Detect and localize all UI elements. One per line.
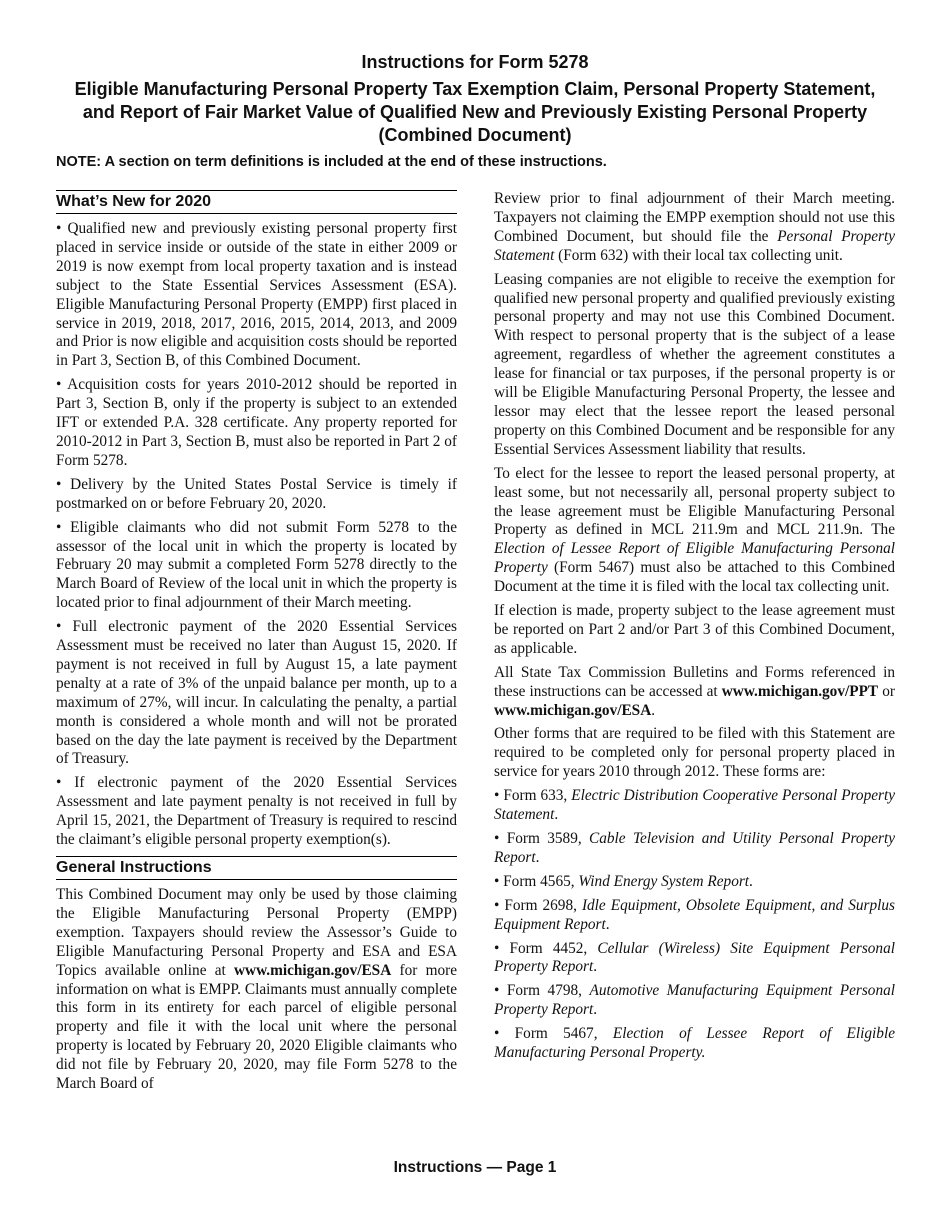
leasing-paragraph: Leasing companies are not eligible to receive the exemption for qualified new personal property and qualified previously existing personal property and may not use this Combined Document. With respect to personal property that is the subject of a lease agreement, regardless of whether the agreement constitutes a lease for financial or tax purposes, if the personal property is or will be Eligible Manufacturing Personal Property, the lessee and lessor may elect that the lessee report the leased personal property on this Combined Document and be responsible for any Essential Services Assessment liability that results. bbox=[494, 270, 895, 458]
general-paragraph-continued bbox=[494, 190, 895, 266]
text-run: • Form 633, bbox=[494, 787, 572, 805]
subtitle-line: and Report of Fair Market Value of Qualified New and Previously Existing Personal Property bbox=[82, 102, 868, 122]
form-list-item bbox=[494, 982, 895, 1020]
text-run: . bbox=[593, 1001, 598, 1019]
lessee-election-paragraph bbox=[494, 465, 895, 597]
form-title-ref: Personal Property Statement bbox=[494, 227, 895, 264]
form-list-item bbox=[494, 897, 895, 935]
form-name: Automotive Manufacturing Equipment Personal Property Report bbox=[494, 982, 895, 1019]
text-run: . bbox=[554, 806, 559, 824]
form-list-item bbox=[494, 940, 895, 978]
esa-link[interactable]: www.michigan.gov/ESA bbox=[494, 701, 652, 719]
subtitle-line: Eligible Manufacturing Personal Property Tax Exemption Claim, Personal Property Statement, bbox=[74, 79, 876, 99]
form-list-item bbox=[494, 1025, 895, 1063]
whats-new-heading: What’s New for 2020 bbox=[56, 190, 457, 214]
text-run: • Form 4565, bbox=[494, 872, 579, 890]
other-forms-paragraph: Other forms that are required to be filed with this Statement are required to be completed only for personal property placed in service for years 2010 through 2012. These forms are: bbox=[494, 725, 895, 781]
ppt-link[interactable]: www.michigan.gov/PPT bbox=[721, 682, 879, 700]
text-run: • Form 4798, bbox=[494, 982, 590, 1000]
left-column bbox=[56, 190, 457, 1099]
text-run: This Combined Document may only be used by those claiming the Eligible Manufacturing Personal Property (EMPP) exemption. Taxpayers should review the Assessor’s Guide to Eligible Manufacturing Personal Property and ESA and ESA Topics available online at bbox=[56, 886, 457, 979]
form-name: Idle Equipment, Obsolete Equipment, and Surplus Equipment Report bbox=[494, 896, 895, 933]
bulletins-paragraph bbox=[494, 664, 895, 721]
whats-new-bullet: • Qualified new and previously existing personal property first placed in service inside or outside of the state in either 2009 or 2019 is now exempt from local property taxation and is instead subject to the State Essential Services Assessment (ESA). Eligible Manufacturing Personal Property (EMPP) first placed in service in 2019, 2018, 2017, 2016, 2015, 2014, 2013, and 2009 and Prior is now eligible and acquisition costs should be reported in Part 3, Section B, of this Combined Document. bbox=[56, 220, 457, 370]
page-footer: Instructions — Page 1 bbox=[393, 1159, 557, 1176]
form-list-item bbox=[494, 830, 895, 868]
text-run: . bbox=[593, 958, 598, 976]
subtitle-line: (Combined Document) bbox=[378, 125, 572, 145]
election-paragraph: If election is made, property subject to the lease agreement must be reported on Part 2 and/or Part 3 of this Combined Document, as applicable. bbox=[494, 602, 895, 657]
text-run: or bbox=[878, 682, 895, 700]
text-run: for more information on what is EMPP. Claimants must annually complete this form in its entirety for each parcel of eligible personal property and file it with the local unit where the personal property is located by February 20, 2020 Eligible claimants who did not file by February 20, 2020, may file Form 5278 to the March Board of bbox=[56, 961, 457, 1093]
form-title-ref: Election of Lessee Report of Eligible Manufacturing Personal Property bbox=[494, 540, 895, 577]
form-name: Wind Energy System Report bbox=[578, 872, 750, 890]
text-run: . bbox=[651, 701, 656, 719]
form-name: Electric Distribution Cooperative Personal Property Statement bbox=[494, 787, 896, 824]
text-run: To elect for the lessee to report the leased personal property, at least some, but not necessarily all, personal property subject to the lease agreement must be Eligible Manufacturing Personal Property as defined in MCL 211.9m and MCL 211.9n. The bbox=[494, 464, 895, 539]
whats-new-bullet: • Delivery by the United States Postal Service is timely if postmarked on or before February 20, 2020. bbox=[56, 475, 457, 512]
text-run: All State Tax Commission Bulletins and Forms referenced in these instructions can be accessed at bbox=[494, 663, 895, 700]
form-name: Cellular (Wireless) Site Equipment Personal Property Report bbox=[494, 939, 895, 976]
form-name: Election of Lessee Report of Eligible Manufacturing Personal Property. bbox=[494, 1025, 895, 1062]
definitions-note: NOTE: A section on term definitions is included at the end of these instructions. bbox=[56, 154, 607, 170]
right-column bbox=[494, 190, 895, 1068]
esa-link[interactable]: www.michigan.gov/ESA bbox=[234, 961, 392, 979]
whats-new-bullet: • Full electronic payment of the 2020 Essential Services Assessment must be received no later than August 15, 2020. If payment is not received in full by August 15, a late payment penalty at a rate of 3% of the unpaid balance per month, up to a maximum of 27%, will incur. In calculating the penalty, a partial month is considered a whole month and will not be prorated based on the day the late payment is received by the Department of Treasury. bbox=[56, 618, 457, 768]
text-run: . bbox=[605, 915, 610, 933]
text-run: • Form 2698, bbox=[494, 896, 582, 914]
form-list-item bbox=[494, 873, 895, 892]
text-run: • Form 4452, bbox=[494, 939, 598, 957]
form-name: Cable Television and Utility Personal Property Report bbox=[494, 830, 895, 866]
text-run: . bbox=[535, 848, 540, 866]
whats-new-bullet: • If electronic payment of the 2020 Essential Services Assessment and late payment penalty is not received in full by April 15, 2021, the Department of Treasury is required to rescind the claimant’s eligible personal property exemption(s). bbox=[56, 774, 457, 849]
whats-new-bullet: • Eligible claimants who did not submit Form 5278 to the assessor of the local unit in which the property is located by February 20 may submit a completed Form 5278 directly to the March Board of Review of the local unit in which the property is located prior to final adjournment of their March meeting. bbox=[56, 518, 457, 612]
general-paragraph bbox=[56, 886, 457, 1094]
text-run: (Form 632) with their local tax collecting unit. bbox=[554, 246, 843, 264]
form-list-item bbox=[494, 787, 895, 825]
form-subtitle bbox=[40, 78, 910, 147]
form-title: Instructions for Form 5278 bbox=[361, 52, 589, 72]
text-run: • Form 3589, bbox=[494, 830, 590, 847]
general-instructions-heading: General Instructions bbox=[56, 856, 457, 880]
text-run: Review prior to final adjournment of their March meeting. Taxpayers not claiming the EMPP exemption should not use this Combined Document, but should file the bbox=[494, 190, 895, 245]
text-run: • Form 5467, bbox=[494, 1025, 613, 1043]
text-run: . bbox=[749, 872, 753, 890]
whats-new-bullet: • Acquisition costs for years 2010-2012 should be reported in Part 3, Section B, only if the property is subject to an extended IFT or extended P.A. 328 certificate. Any property reported for 2010-2012 in Part 3, Section B, must also be reported in Part 2 of Form 5278. bbox=[56, 376, 457, 469]
text-run: (Form 5467) must also be attached to this Combined Document at the time it is filed with the local tax collecting unit. bbox=[494, 559, 895, 596]
